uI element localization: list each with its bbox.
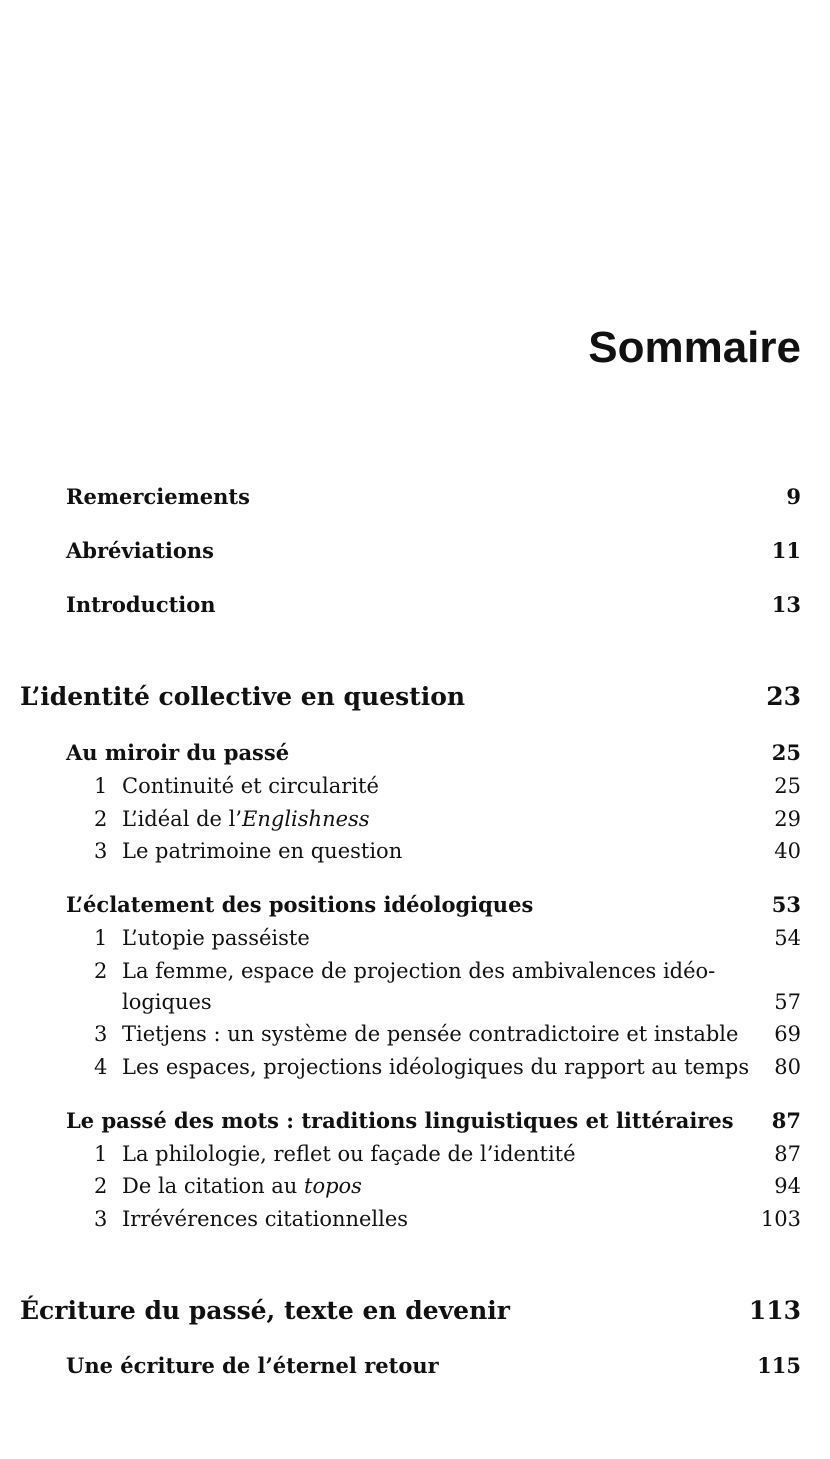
toc-section[interactable] [94,1139,801,1169]
toc-section[interactable] [94,836,801,866]
toc-section-page: 54 [774,926,801,950]
toc-section-label: Le patrimoine en question [122,839,403,863]
toc-section-page: 103 [760,1207,801,1231]
toc-section-page: 29 [774,807,801,831]
toc-section[interactable] [94,804,801,834]
toc-section-number: 3 [94,839,108,863]
toc-section-label: La femme, espace de projection des ambivalences idéo- [122,959,716,983]
toc-part-label: L’identité collective en question [20,682,466,711]
toc-section[interactable] [94,923,801,953]
toc-section-page: 80 [774,1055,801,1079]
toc-part-page: 113 [748,1296,801,1325]
toc-section-page: 94 [774,1174,801,1198]
toc-part-label: Écriture du passé, texte en devenir [20,1296,510,1325]
toc-section-number: 2 [94,959,108,983]
toc-section-number: 2 [94,1174,108,1198]
toc-section[interactable] [94,1204,801,1234]
toc-section-number: 3 [94,1207,108,1231]
toc-section-number: 1 [94,774,108,798]
toc-section[interactable] [94,1171,801,1201]
toc-section-label-italic: Englishness [242,807,370,831]
toc-entry-page: 11 [771,538,801,563]
toc-section[interactable] [94,1052,801,1082]
toc-section-number: 1 [94,1142,108,1166]
toc-chapter-1[interactable] [66,738,801,768]
toc-section-label: logiques [122,990,212,1014]
toc-section[interactable] [94,771,801,801]
toc-chapter-page: 53 [771,892,801,917]
toc-entry-page: 13 [771,592,801,617]
toc-section-number: 1 [94,926,108,950]
toc-chapter-page: 115 [757,1353,801,1378]
toc-section-number: 2 [94,807,108,831]
toc-chapter-page: 25 [771,740,801,765]
toc-section-label: De la citation au topos [122,1174,362,1198]
toc-section-page: 25 [774,774,801,798]
toc-section-page: 69 [774,1022,801,1046]
toc-entry-label: Remerciements [66,484,250,509]
toc-section-label: Les espaces, projections idéologiques du rapport au temps [122,1055,750,1079]
toc-section-label: L’idéal de l’Englishness [122,807,370,831]
toc-entry-page: 9 [786,484,801,509]
toc-chapter-3[interactable] [66,1106,801,1136]
toc-chapter-page: 87 [771,1108,801,1133]
toc-section-label: La philologie, reflet ou façade de l’identité [122,1142,576,1166]
toc-section-page: 57 [774,990,801,1014]
toc-part-page: 23 [766,682,801,711]
toc-entry-label: Introduction [66,592,216,617]
toc-section[interactable] [94,956,801,986]
toc-chapter-label: Le passé des mots : traditions linguistiques et littéraires [66,1108,734,1133]
toc-section-number: 3 [94,1022,108,1046]
toc-section-label: Tietjens : un système de pensée contradictoire et instable [122,1022,739,1046]
toc-section-page: 40 [774,839,801,863]
toc-entry-introduction[interactable] [66,590,801,620]
toc-entry-abreviations[interactable] [66,536,801,566]
toc-section-continuation[interactable] [122,987,801,1017]
toc-section-label: Continuité et circularité [122,774,379,798]
toc-chapter-label: Une écriture de l’éternel retour [66,1353,439,1378]
toc-section-label-italic: topos [304,1174,362,1198]
toc-entry-remerciements[interactable] [66,482,801,512]
toc-chapter-label: Au miroir du passé [66,740,290,765]
toc-chapter-2[interactable] [66,890,801,920]
toc-chapter-1[interactable] [66,1351,801,1381]
toc-part-1[interactable] [20,680,801,714]
toc-section-label: Irrévérences citationnelles [122,1207,409,1231]
toc-entry-label: Abréviations [66,538,214,563]
toc-section-page: 87 [774,1142,801,1166]
toc-section-number: 4 [94,1055,108,1079]
toc-part-2[interactable] [20,1294,801,1328]
toc-section[interactable] [94,1019,801,1049]
toc-section-label: L’utopie passéiste [122,926,310,950]
page-title: Sommaire [588,323,801,372]
toc-chapter-label: L’éclatement des positions idéologiques [66,892,534,917]
